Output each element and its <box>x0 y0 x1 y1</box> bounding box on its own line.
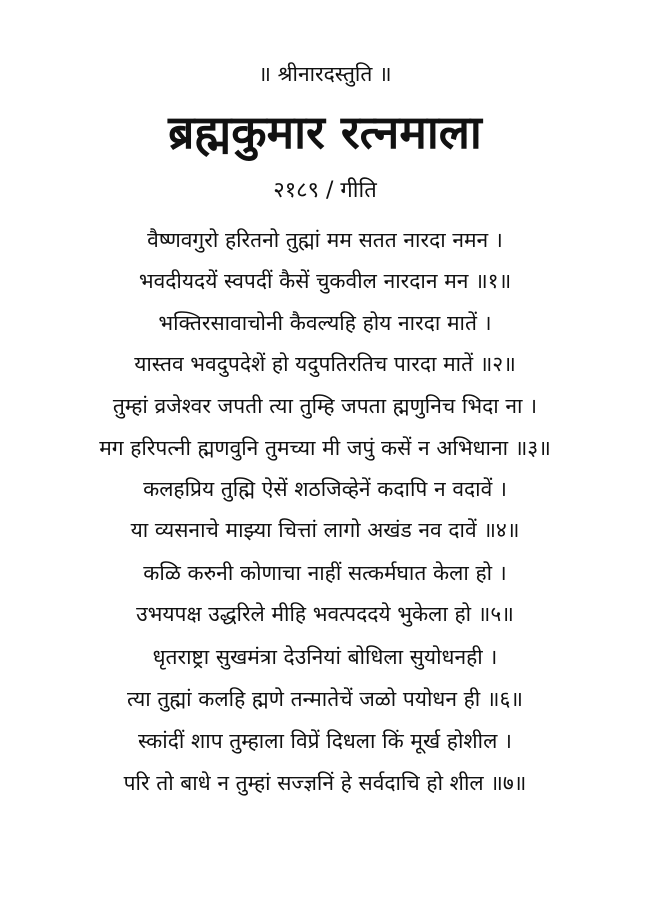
page-title: ब्रह्मकुमार रत्नमाला <box>168 105 482 159</box>
verse-line: कलहप्रिय तुह्मि ऐसें शठजिव्हेनें कदापि न वदावें । <box>143 477 507 501</box>
page-subtitle: ॥ श्रीनारदस्तुति ॥ <box>258 62 392 86</box>
verse-line: कळि करुनी कोणाचा नाहीं सत्कर्मघात केला हो । <box>143 561 507 585</box>
verse-line: भक्तिरसावाचोनी कैवल्यहि होय नारदा मातें । <box>158 311 492 335</box>
verse-line: तुम्हां व्रजेश्वर जपती त्या तुम्हि जपता ह्मणुनिच भिदा ना । <box>112 394 538 418</box>
verse-line: यास्तव भवदुपदेशें हो यदुपतिरतिच पारदा मातें ॥२॥ <box>134 352 516 376</box>
verse-line: धृतराष्ट्रा सुखमंत्रा देउनियां बोधिला सुयोधनही । <box>152 645 498 669</box>
verse-line: त्या तुह्मां कलहि ह्मणे तन्मातेचें जळो पयोधन ही ॥६॥ <box>126 687 524 711</box>
verse-line: परि तो बाधे न तुम्हां सज्ज्ञनिं हे सर्वदाचि हो शील ॥७॥ <box>123 771 527 795</box>
verse-line: उभयपक्ष उद्धरिले मीहि भवत्पददये भुकेला हो ॥५॥ <box>136 602 514 626</box>
verse-line: मग हरिपत्नी ह्मणवुनि तुमच्या मी जपुं कसें न अभिधाना ॥३॥ <box>99 436 551 460</box>
verse-line: या व्यसनाचे माझ्या चित्तां लागो अखंड नव दावें ॥४॥ <box>130 518 520 542</box>
section-number: २१८९ / गीति <box>273 178 377 203</box>
verse-line: वैष्णवगुरो हरितनो तुह्मां मम सतत नारदा नमन । <box>147 228 503 252</box>
verse-line: भवदीयदयें स्वपदीं कैसें चुकवील नारदान मन ॥१॥ <box>138 269 512 293</box>
verse-line: स्कांदीं शाप तुम्हाला विप्रें दिधला किं मूर्ख होशील । <box>137 729 512 753</box>
